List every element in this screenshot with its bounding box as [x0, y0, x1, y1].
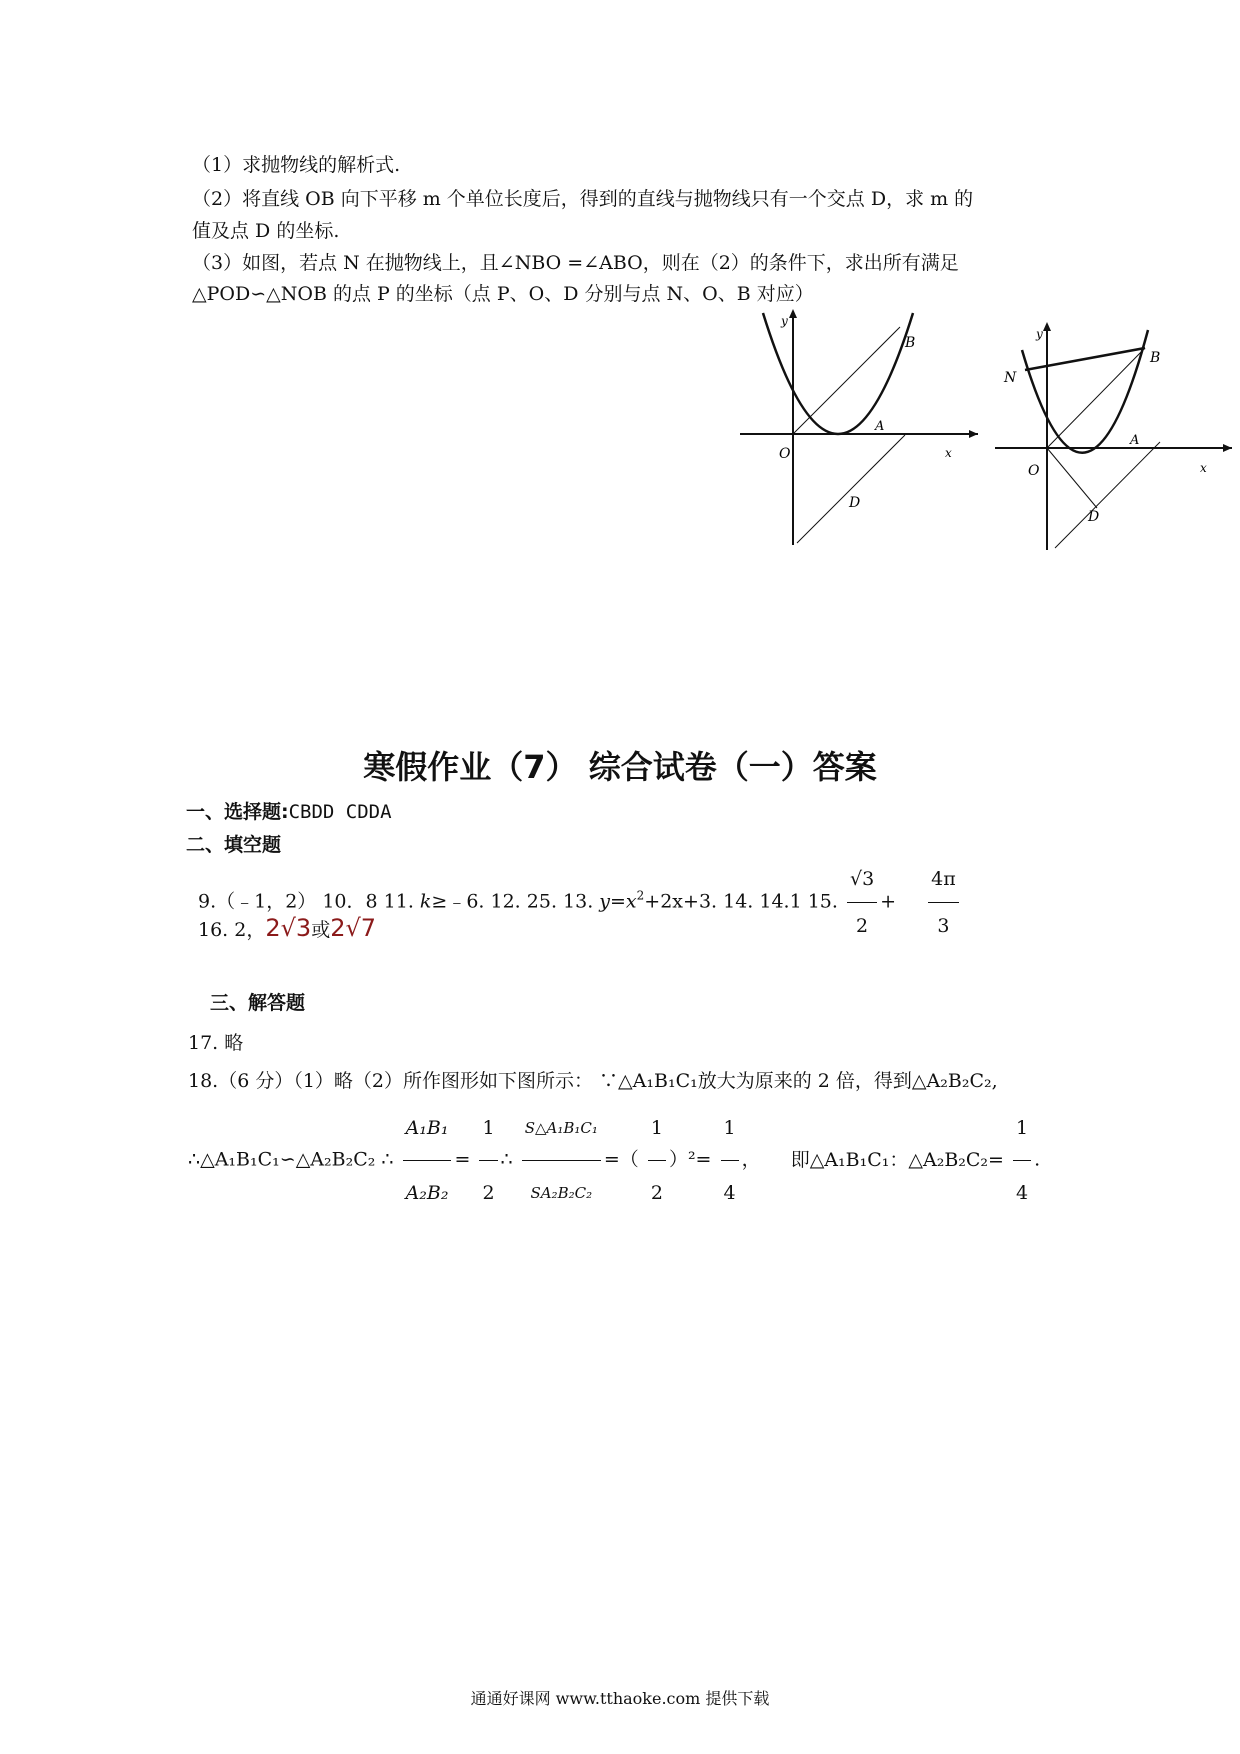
fraction-1-over-2-a: $\frac{1}{2}$: [479, 1098, 497, 1223]
fill-13-sup: 2: [636, 888, 645, 903]
fill-13-expr: y=x: [599, 890, 637, 913]
paren-squared: ）²=: [668, 1148, 712, 1171]
ratio-statement: 即△A₁B₁C₁：△A₂B₂C₂=: [790, 1148, 1004, 1171]
fig2-label-y: y: [1036, 327, 1043, 341]
period: .: [1034, 1148, 1041, 1171]
problem-part3-line2: △POD∽△NOB 的点 P 的坐标（点 P、O、D 分别与点 N、O、B 对应）: [192, 283, 814, 305]
answer-2sqrt3: 2√3: [265, 914, 312, 942]
fraction-4pi-over-3: $\frac{4\pi}{3}$: [928, 858, 959, 947]
fill-answers-13-15: +2x+3. 14. 14.1 15.: [644, 890, 844, 913]
fig2-label-O: O: [1028, 463, 1040, 479]
fig1-label-x: x: [945, 446, 952, 460]
section3-heading: 三、解答题: [210, 992, 306, 1014]
fraction-area-ratio: $\frac{\text{S△A₁B₁C₁}}{\text{SA₂B₂C₂}}$: [522, 1098, 601, 1223]
comma: ，: [741, 1148, 761, 1171]
parabola-figure-2: [990, 320, 1235, 555]
problem-part1: （1）求抛物线的解析式.: [192, 154, 401, 176]
parabola-figure-1: [735, 305, 980, 550]
fill-answers-11-13: ≥﹣6. 12. 25. 13.: [431, 890, 600, 913]
answer-17: 17. 略: [188, 1032, 244, 1054]
page-title: 寒假作业（7） 综合试卷（一）答案: [363, 748, 877, 786]
section2-line2: [198, 916, 376, 940]
plus-sign: +: [880, 890, 897, 913]
fig2-label-N: N: [1004, 370, 1017, 386]
answer-18-line2: [188, 1098, 1040, 1223]
fig2-label-B: B: [1150, 350, 1161, 366]
fig1-label-D: D: [849, 495, 861, 511]
fig1-label-A: A: [875, 419, 885, 434]
word-or: 或: [311, 919, 331, 941]
section2-heading: 二、填空题: [186, 834, 282, 856]
section1-answers: CBDD CDDA: [288, 801, 392, 823]
fig2-label-D: D: [1088, 509, 1100, 525]
fill-k: k: [419, 890, 432, 913]
fig1-label-y: y: [781, 314, 788, 328]
fig2-label-A: A: [1130, 433, 1140, 448]
problem-part2-line1: （2）将直线 OB 向下平移 m 个单位长度后，得到的直线与抛物线只有一个交点 D，求 m 的: [192, 188, 974, 210]
therefore-2: ∴: [500, 1148, 513, 1171]
problem-part3-line1: （3）如图，若点 N 在抛物线上，且∠NBO =∠ABO，则在（2）的条件下，求出所有满足: [192, 252, 959, 274]
fig1-label-B: B: [905, 335, 916, 351]
problem-part2-line2: 值及点 D 的坐标.: [192, 220, 340, 242]
fig2-label-x: x: [1200, 461, 1207, 475]
answer-18-line1: 18.（6 分）（1）略（2）所作图形如下图所示： ∵△A₁B₁C₁放大为原来的 2 倍，得到△A₂B₂C₂,: [188, 1070, 998, 1092]
fraction-A1B1-over-A2B2: $\frac{\text{A₁B₁}}{\text{A₂B₂}}$: [403, 1098, 452, 1223]
section1-heading: 一、选择题:: [186, 801, 289, 823]
fraction-1-over-4-b: $\frac{1}{4}$: [1013, 1098, 1031, 1223]
fraction-sqrt3-over-2: $\frac{√3}{2}$: [847, 858, 877, 947]
similar-statement: ∴△A₁B₁C₁∽△A₂B₂C₂ ∴: [188, 1148, 394, 1171]
fraction-1-over-2-b: $\frac{1}{2}$: [648, 1098, 666, 1223]
fill-answer-16: 16. 2，: [198, 919, 266, 941]
answer-2sqrt7: 2√7: [330, 914, 377, 942]
section1: [186, 803, 392, 822]
page-footer: 通通好课网 www.tthaoke.com 提供下载: [470, 1689, 770, 1708]
equals-paren: =（: [603, 1148, 639, 1171]
fill-answers-9-11: 9.（﹣1，2） 10．8 11.: [198, 890, 420, 913]
equals-1: =: [454, 1148, 471, 1171]
fig1-label-O: O: [779, 446, 791, 462]
fraction-1-over-4-a: $\frac{1}{4}$: [721, 1098, 739, 1223]
